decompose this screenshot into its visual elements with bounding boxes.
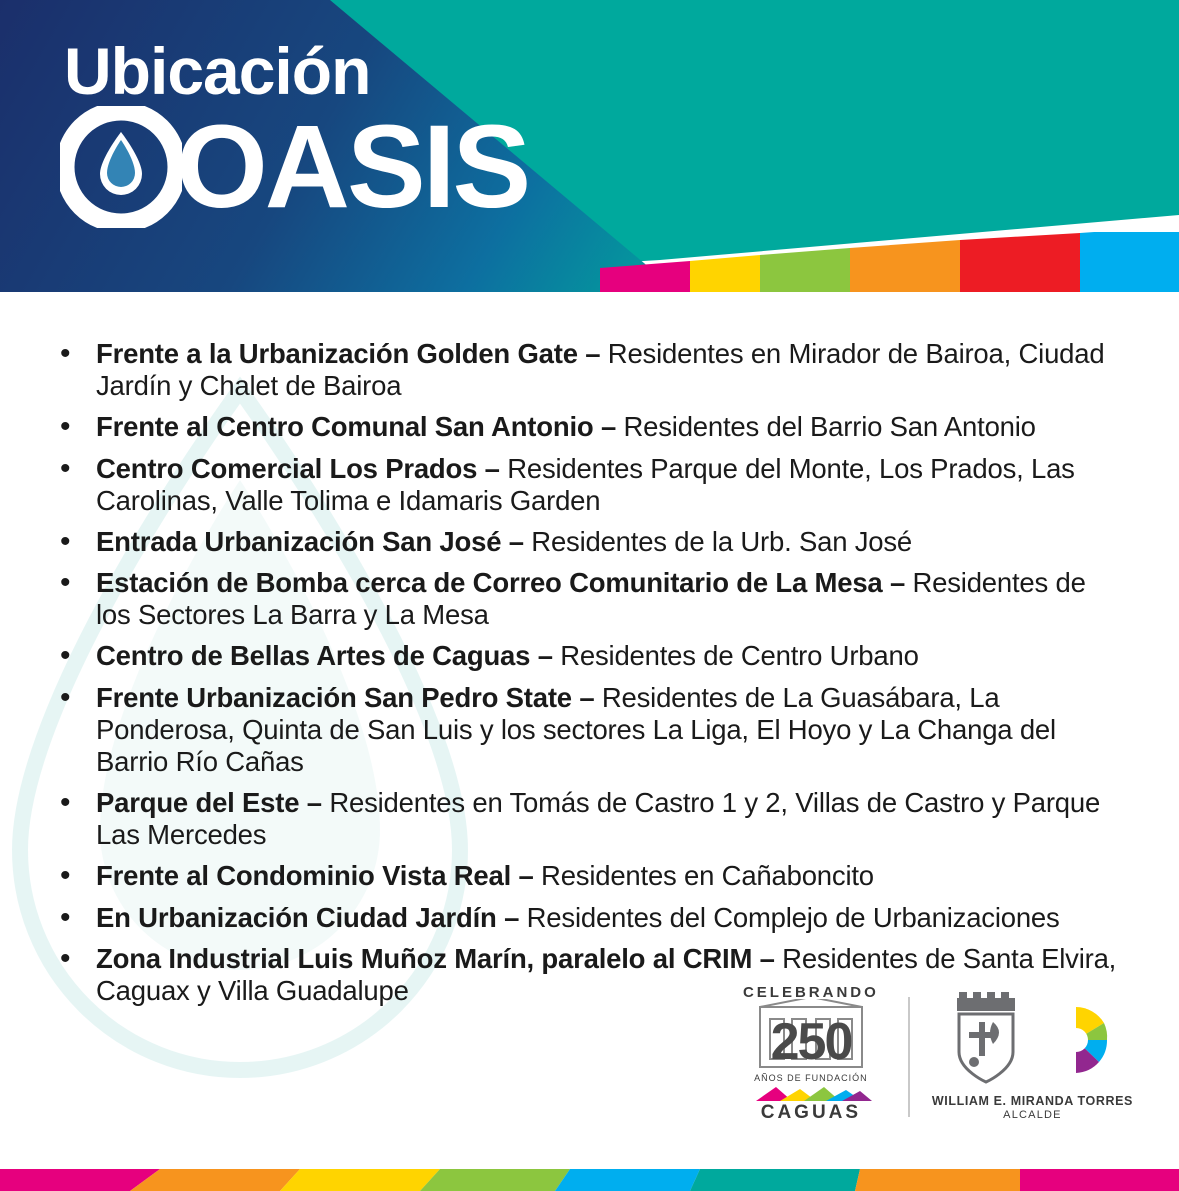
locations-section — [0, 318, 1179, 1016]
location-dash: – — [530, 640, 561, 672]
location-dash: – — [511, 860, 542, 892]
location-detail: Residentes Parque del Monte, Los Prados, Las Carolinas, Valle Tolima e Idamaris Garden — [96, 452, 1075, 516]
location-detail: Residentes de los Sectores La Barra y La Mesa — [96, 567, 1086, 631]
location-detail: Residentes en Mirador de Bairoa, Ciudad Jardín y Chalet de Bairoa — [96, 338, 1105, 402]
location-dash: – — [477, 452, 508, 484]
locations-list — [0, 318, 1179, 1007]
anniversary-city-label: CAGUAS — [760, 1102, 862, 1123]
location-dash: – — [577, 338, 608, 369]
title-block — [60, 34, 529, 233]
list-item — [44, 411, 1119, 443]
location-dash: – — [501, 525, 532, 557]
location-dash: – — [571, 681, 602, 713]
location-place: Frente a la Urbanización Golden Gate — [96, 338, 578, 369]
list-item — [44, 453, 1119, 517]
location-detail: Residentes del Barrio San Antonio — [623, 411, 1036, 443]
mayor-name-label: WILLIAM E. MIRANDA TORRES — [931, 1094, 1133, 1108]
location-place: Centro Comercial Los Prados — [96, 452, 478, 484]
location-detail: Residentes de Centro Urbano — [560, 640, 919, 672]
page-title-ubicacion: Ubicación — [64, 34, 371, 108]
location-detail: Residentes en Tomás de Castro 1 y 2, Villas de Castro y Parque Las Mercedes — [96, 787, 1101, 851]
location-place: Centro de Bellas Artes de Caguas — [96, 640, 531, 672]
list-item — [44, 902, 1119, 934]
location-detail: Residentes del Complejo de Urbanizaciones — [526, 901, 1060, 933]
header-color-stripes — [0, 232, 1179, 310]
anniversary-celebrando-label: CELEBRANDO — [742, 984, 879, 1001]
location-detail: Residentes de la Urb. San José — [531, 525, 913, 557]
list-item — [44, 860, 1119, 892]
oasis-wordmark — [60, 101, 529, 233]
location-place: Zona Industrial Luis Muñoz Marín, paralelo al CRIM — [96, 942, 753, 974]
location-place: Frente Urbanización San Pedro State — [96, 681, 572, 713]
location-dash: – — [299, 787, 330, 819]
location-dash: – — [593, 411, 624, 443]
location-place: Parque del Este — [96, 787, 300, 819]
caguas-c-logo-icon — [1037, 1001, 1115, 1079]
water-drop-icon — [60, 106, 182, 228]
location-dash: – — [752, 942, 783, 974]
footer-logos — [736, 984, 1133, 1129]
location-detail: Residentes de Santa Elvira, Caguax y Villa Guadalupe — [96, 942, 1117, 1006]
list-item — [44, 338, 1119, 402]
anniversary-logo — [736, 984, 886, 1129]
footer-color-stripes — [0, 1149, 1179, 1191]
location-detail: Residentes de La Guasábara, La Ponderosa, Quinta de San Luis y los sectores La Liga, El Hoyo y La Changa del Barrio Río Cañas — [96, 681, 1056, 777]
list-item — [44, 640, 1119, 672]
mayor-title-label: ALCALDE — [1003, 1109, 1062, 1121]
location-place: En Urbanización Ciudad Jardín — [96, 901, 497, 933]
location-place: Entrada Urbanización San José — [96, 525, 502, 557]
poster-header — [0, 0, 1179, 310]
location-place: Frente al Centro Comunal San Antonio — [96, 411, 594, 443]
location-dash: – — [882, 567, 913, 599]
footer-divider — [908, 997, 910, 1117]
municipality-logo — [932, 992, 1133, 1121]
list-item — [44, 567, 1119, 631]
list-item — [44, 526, 1119, 558]
location-place: Frente al Condominio Vista Real — [96, 860, 512, 892]
svg-text:250: 250 — [770, 1013, 852, 1071]
page-title-oasis: OASIS — [176, 101, 529, 233]
location-dash: – — [496, 901, 527, 933]
caguas-crest-icon — [949, 992, 1023, 1088]
location-place: Estación de Bomba cerca de Correo Comunitario de La Mesa — [96, 567, 883, 599]
anniversary-years-label: AÑOS DE FUNDACIÓN — [754, 1073, 868, 1083]
list-item — [44, 787, 1119, 851]
location-detail: Residentes en Cañaboncito — [541, 860, 874, 892]
list-item — [44, 682, 1119, 779]
municipality-logo-row — [949, 992, 1115, 1088]
